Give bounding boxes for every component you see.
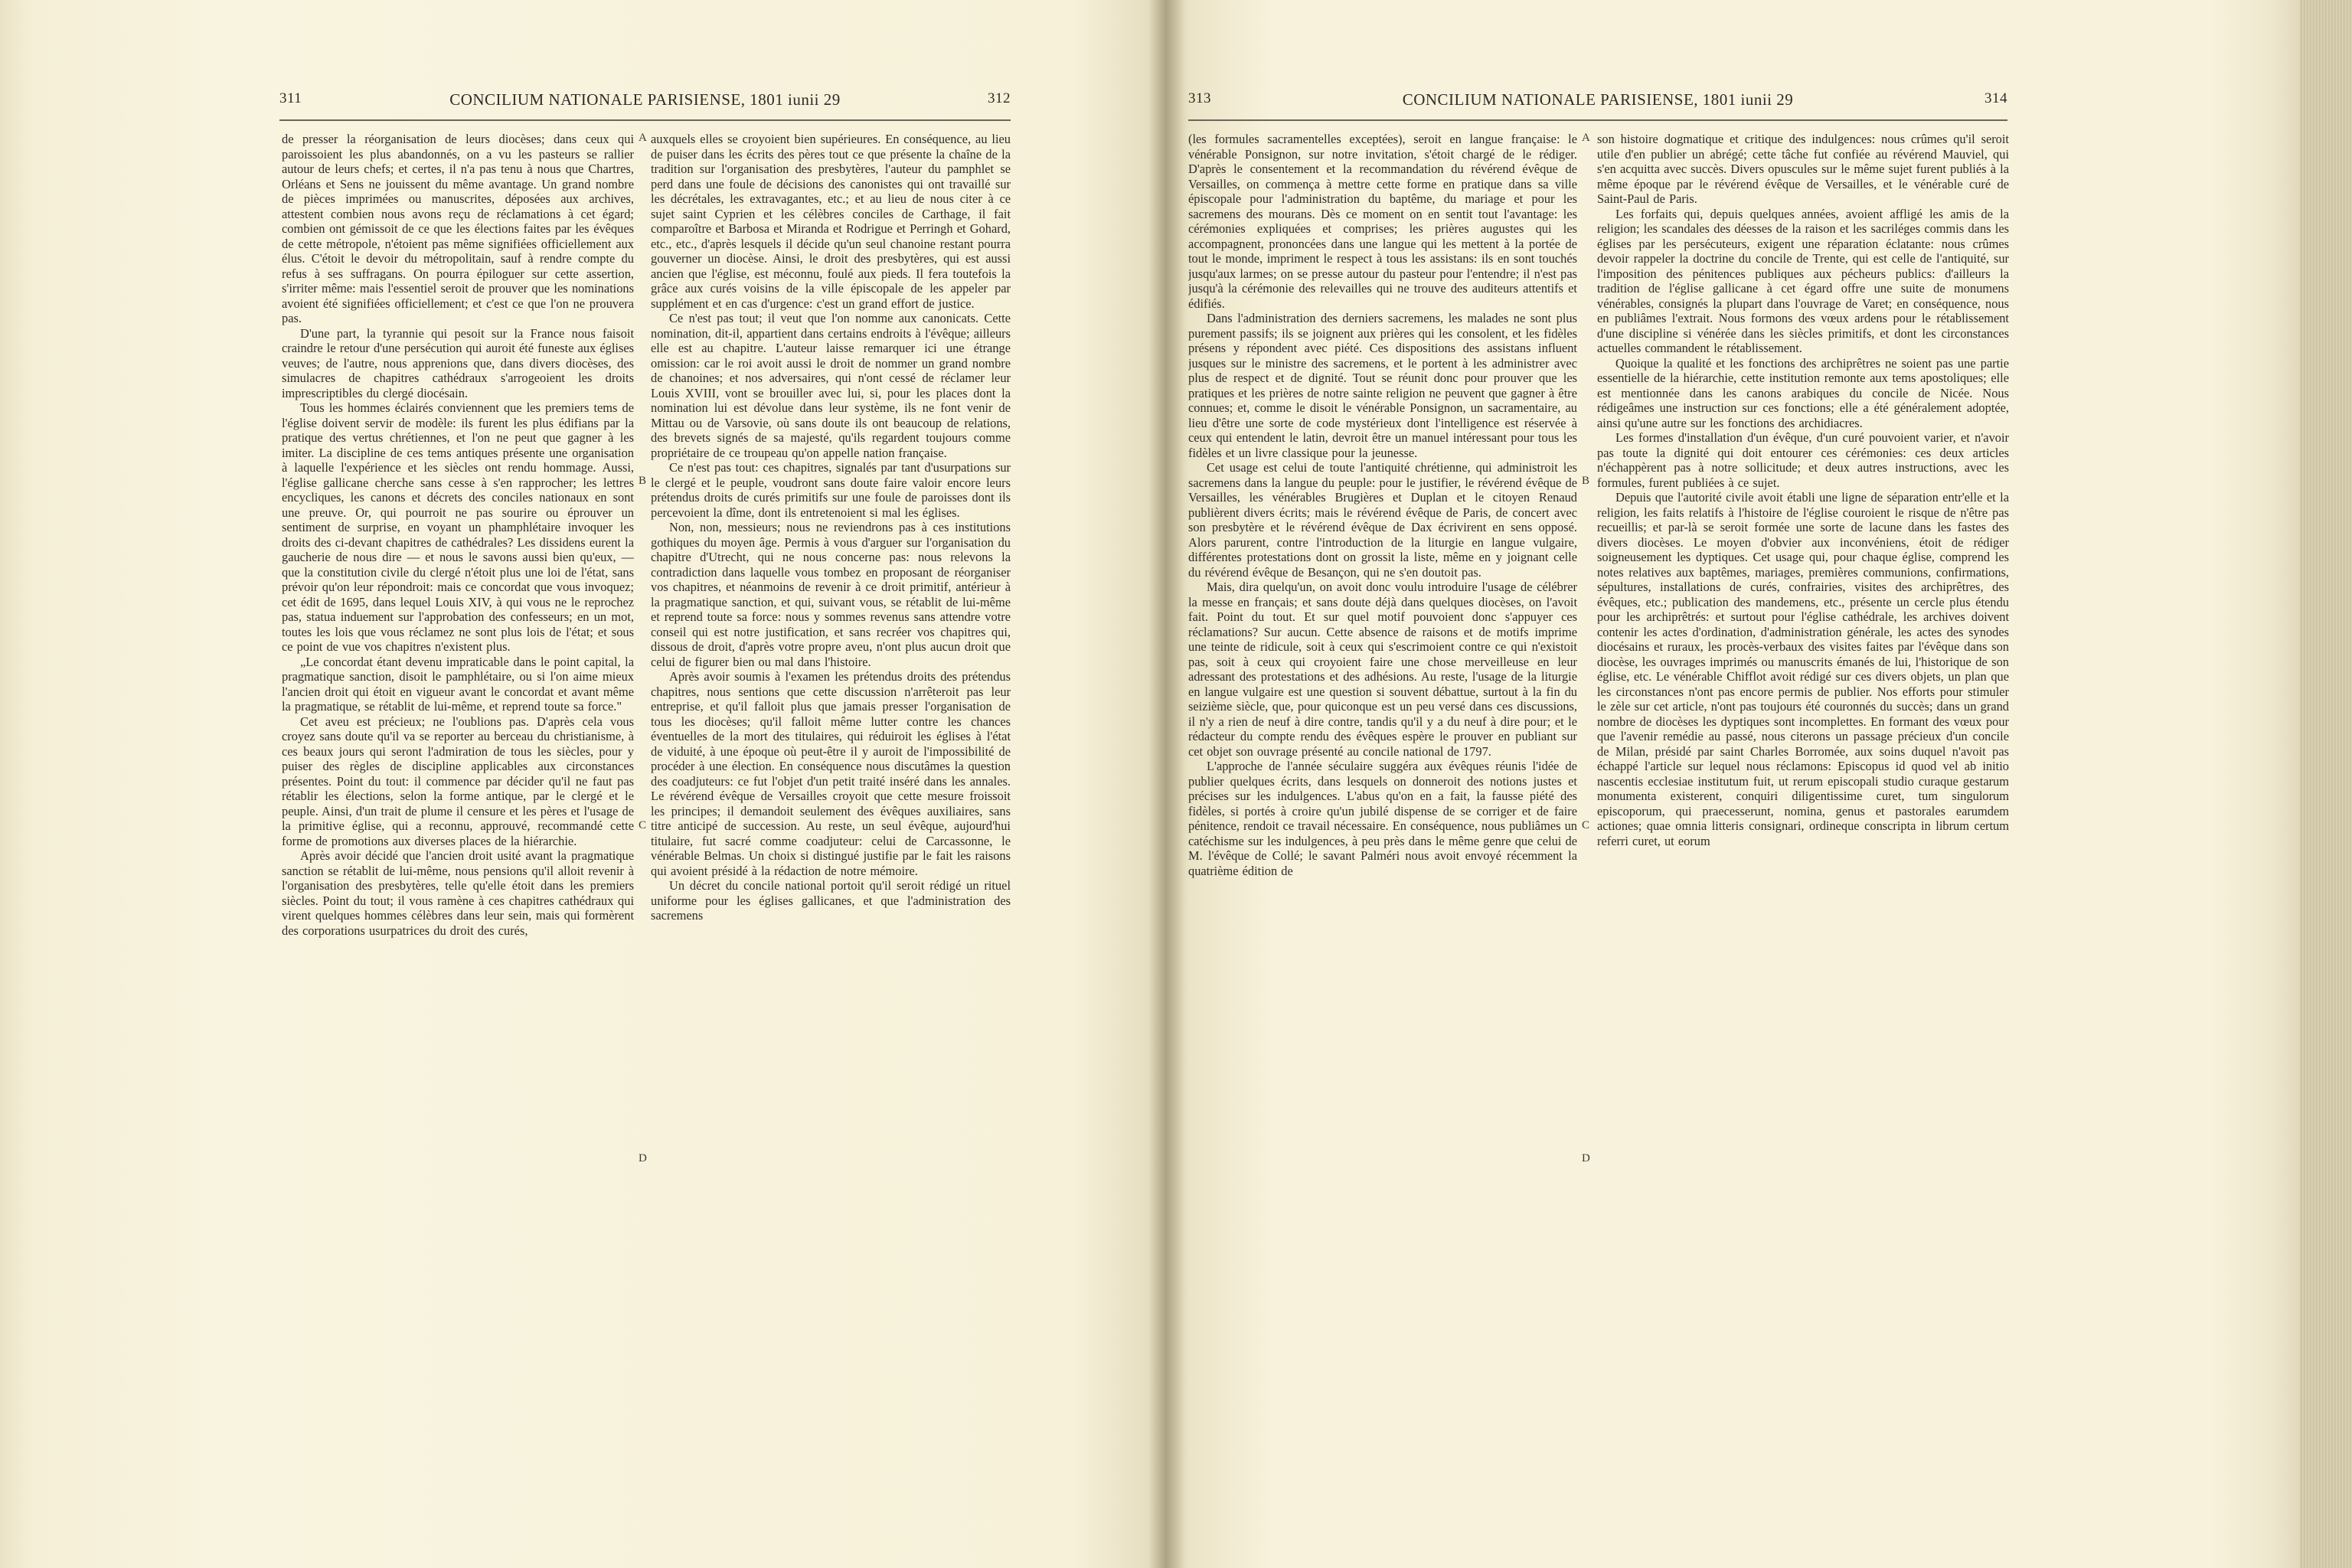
left-page-column-1 [282, 132, 634, 1510]
left-page-column-2 [651, 132, 1011, 1510]
book-gutter [1148, 0, 1185, 1568]
margin-letter-a: A [1582, 132, 1590, 144]
page-number-311: 311 [279, 90, 302, 106]
margin-letter-d: D [1582, 1152, 1590, 1165]
margin-letter-d: D [639, 1152, 647, 1165]
paragraph: „Le concordat étant devenu impraticable dans le point capital, la pragmatique sanction, disoit le pamphlétaire, ou si l'on aime mieux l'ancien droit qui étoit en vigueur avant le concordat et avant même la pragmatique, se rétablit de lui-même, et reprend toute sa force." [282, 654, 634, 714]
running-title: CONCILIUM NATIONALE PARISIENSE, 1801 iunii 29 [449, 90, 841, 109]
margin-letter-a: A [639, 132, 647, 144]
paragraph: Non, non, messieurs; nous ne reviendrons pas à ces institutions gothiques du moyen âge. Permis à vous d'arguer sur l'organisation du chapitre d'Utrecht, qui ne nous concerne pas: nous relevons la contradiction dans laquelle vous tombez en proposant de réorganiser vos chapitres, et néanmoins de revenir à ce droit primitif, antérieur à la pragmatique sanction, et qui, suivant vous, se rétablit de lui-même et reprend toute sa force: nous y sommes revenus sans attendre votre conseil qui est notre justification, et sans recréer vos chapitres qui, dissous de droit, d'après votre propre aveu, n'ont plus aucun droit que celui de figurer bien ou mal dans l'histoire. [651, 520, 1011, 669]
paragraph: Dans l'administration des derniers sacremens, les malades ne sont plus purement passifs; ils se joignent aux prières qui les consolent, et les fidèles présens y répondent avec piété. Ces dispositions des assistans influent jusques sur le ministre des sacremens, et le portent à les administrer avec plus de respect et de dignité. Tout se réunit donc pour prouver que les pratiques et les prières de notre sainte religion ne peuvent que gagner à être connues; et, comme le disoit le vénérable Ponsignon, un sacramentaire, au lieu d'être une sorte de code mystérieux dont l'intelligence est réservée à ceux qui entendent le latin, devroit être un manuel intéressant pour tous les fidèles et un livre classique pour la jeunesse. [1188, 311, 1577, 460]
paragraph: D'une part, la tyrannie qui pesoit sur la France nous faisoit craindre le retour d'une persécution qui auroit été funeste aux églises veuves; de l'autre, nous apprenions que, dans divers diocèses, des simulacres de chapitres cathédraux s'arrogeoient les droits imprescriptibles du clergé diocésain. [282, 325, 634, 400]
header-rule [279, 119, 1011, 121]
page-number-313: 313 [1188, 90, 1211, 106]
paragraph: Ce n'est pas tout; il veut que l'on nomme aux canonicats. Cette nomination, dit-il, appartient dans certains endroits à l'évêque; ailleurs elle est au chapitre. L'auteur laisse remarquer ici une étrange omission: car le roi avoit aussi le droit de nommer un grand nombre de chanoines; et nos adversaires, qui n'ont cessé de réclamer leur Louis XVIII, vont se brouiller avec lui, si, pour les places dont la nomination lui est dévolue dans leur système, ils ne font venir de Mittau ou de Varsovie, où sans doute ils ont beaucoup de relations, des brevets signés de sa majesté, qu'ils regardent toujours comme propriétaire de ce troupeau qu'on appelle nation française. [651, 311, 1011, 460]
margin-letter-b: B [639, 475, 647, 487]
header-rule [1188, 119, 2007, 121]
paragraph: L'approche de l'année séculaire suggéra aux évêques réunis l'idée de publier quelques écrits, dans lesquels on donneroit des notions justes et précises sur les indulgences. L'abus qu'on en a fait, la fausse piété des fidèles, si portés à croire qu'un jubilé dispense de se corriger et de faire pénitence, rendoit ce travail nécessaire. En conséquence, nous publiâmes un catéchisme sur les indulgences, à peu près dans le même genre que celui de M. l'évêque de Collé; le savant Palméri nous avoit envoyé récemment la quatrième édition de [1188, 759, 1577, 878]
paragraph: Depuis que l'autorité civile avoit établi une ligne de séparation entr'elle et la religion, les faits relatifs à l'histoire de l'église couroient le risque de n'être pas recueillis; et par-là se seroit formée une sorte de lacune dans les fastes des divers diocèses. Le moyen d'obvier aux inconvéniens, étoit de rédiger soigneusement les dyptiques. Cet usage qui, pour chaque église, comprend les notes relatives aux baptêmes, mariages, premières communions, confirmations, sépultures, installations de curés, confrairies, visites des archiprêtres, des évêques, etc.; publication des mandemens, etc., présente un cercle plus étendu pour les archiprêtrés: et surtout pour l'église cathédrale, les archives doivent contenir les actes d'ordination, d'administration générale, les actes des synodes diocésains et ruraux, les procès-verbaux des visites faites par l'évêque dans son diocèse, les ouvrages imprimés ou manuscrits émanés de lui, l'historique de son église, etc. Le vénérable Chifflot avoit rédigé sur ces divers objets, un plan que les circonstances n'ont pas encore permis de publier. Nos efforts pour stimuler le zèle sur cet article, n'ont pas toujours été couronnés du succès; dans un grand nombre de diocèses les dyptiques sont incomplettes. En formant des vœux pour que l'avenir remédie au passé, nous citerons un passage précieux d'un concile de Milan, présidé par saint Charles Borromée, aux soins duquel n'avoit pas échappé l'article sur lequel nous réclamons: Episcopus id quod vel ab initio nascentis ecclesiae institutum fuit, ut rerum episcopali studio curaque gestarum monumenta existerent, conquiri diligentissime curet, tum singulorum episcoporum, qui praecesserunt, nomina, genus et pastorales earumdem actiones; quae omnia litteris consignari, ordineque conscripta in librum certum referri curet, ut eorum [1597, 490, 2009, 848]
paragraph: Après avoir décidé que l'ancien droit usité avant la pragmatique sanction se rétablit de lui-même, nous pensions qu'il alloit revenir à l'organisation des presbytères, telle qu'elle étoit dans les premiers siècles. Point du tout; il vous ramène à ces chapitres cathédraux qui virent quelques hommes célèbres dans leur sein, mais qui formèrent des corporations usurpatrices du droit des curés, [282, 848, 634, 938]
margin-letter-c: C [1582, 819, 1590, 831]
paragraph: Mais, dira quelqu'un, on avoit donc voulu introduire l'usage de célébrer la messe en français; et sans doute déjà dans quelques diocèses, on l'avoit fait. Point du tout. Et sur quel motif pouvoient donc s'appuyer ces réclamations? Sur aucun. Cette absence de raisons et de motifs imprime une teinte de ridicule, soit à ceux qui s'escrimoient contre ce qui n'existoit pas, soit à ceux qui croyoient faire une chose merveilleuse en leur adressant des protestations et des adhésions. Au reste, l'usage de la liturgie en langue vulgaire est une question si souvent débattue, surtout à la fin du seizième siècle, que, pour quiconque est un peu versé dans ces discussions, il n'y a rien de neuf à dire contre, tandis qu'il y a du neuf à dire pour; et le rédacteur du compte rendu des évêques espère le prouver en publiant sur cet objet son ouvrage présenté au concile national de 1797. [1188, 580, 1577, 759]
left-page-header [279, 90, 1011, 113]
paragraph: son histoire dogmatique et critique des indulgences: nous crûmes qu'il seroit utile d'en publier un abrégé; cette tâche fut confiée au révérend Mauviel, qui s'en acquitta avec succès. Divers opuscules sur le même sujet furent publiés à la même époque par le révérend évêque de Versailles, et le vénérable curé de Saint-Paul de Paris. [1597, 132, 2009, 206]
paragraph: Les forfaits qui, depuis quelques années, avoient affligé les amis de la religion; les scandales des déesses de la raison et les sacriléges commis dans les églises par les persécuteurs, exigent une réparation éclatante: nous crûmes devoir rappeler la doctrine du concile de Trente, qui est celle de l'antiquité, sur l'imposition des pénitences publiques aux pécheurs publics: d'ailleurs la tradition de l'église gallicane à cet égard offre une suite de monumens vénérables, consignés la plupart dans l'ouvrage de Varet; en conséquence, nous en publiâmes l'extrait. Nous formons des vœux ardens pour le rétablissement d'une discipline si vénérée dans les siècles primitifs, et dont les circonstances actuelles commandent le rétablissement. [1597, 206, 2009, 355]
right-page-header [1188, 90, 2007, 113]
paragraph: Cet usage est celui de toute l'antiquité chrétienne, qui administroit les sacremens dans la langue du peuple: pour le justifier, le révérend évêque de Versailles, les vénérables Brugières et Duplan et le citoyen Renaud publièrent divers écrits; mais le révérend évêque de Paris, de concert avec son presbytère et le révérend évêque de Dax écrivirent en sens opposé. Alors parurent, contre l'introduction de la liturgie en langue vulgaire, différentes protestations dont on grossit la liste, même en y joignant celle du révérend évêque de Besançon, qui ne s'en doutoit pas. [1188, 460, 1577, 580]
page-number-314: 314 [1984, 90, 2007, 106]
paragraph: Tous les hommes éclairés conviennent que les premiers tems de l'église doivent servir de modèle: ils furent les plus édifians par la pratique des vertus chrétiennes, et l'on ne peut que gagner à les imiter. La discipline de ces tems antiques présente une organisation à laquelle l'expérience et les siècles ont rendu hommage. Aussi, l'église gallicane cherche sans cesse à s'en rapprocher; les lettres encycliques, les canons et décrets des conciles nationaux en sont une preuve. Or, qui pourroit ne pas sourire ou éprouver un sentiment de surprise, en voyant un phamphlétaire invoquer les droits des ci-devant chapitres de cathédrales? Les dissidens eurent la gaucherie de nous dire — et nous le savons aussi bien qu'eux, — que la constitution civile du clergé n'étoit plus une loi de l'état, sans prévoir qu'on leur répondroit: mais ce concordat que vous invoquez; cet édit de 1695, dans lequel Louis XIV, à qui vous ne le reprochez pas, statua induement sur l'approbation des confesseurs; en un mot, toutes les lois que vous réclamez ne sont plus lois de l'état; et sous ce point de vue vos chapitres n'existent plus. [282, 400, 634, 654]
running-title: CONCILIUM NATIONALE PARISIENSE, 1801 iunii 29 [1402, 90, 1794, 109]
paragraph: (les formules sacramentelles exceptées), seroit en langue française: le vénérable Ponsignon, sur notre invitation, s'étoit chargé de le rédiger. D'après le consentement et la recommandation du révérend évêque de Versailles, on commença à mettre cette forme en pratique dans sa ville épiscopale pour l'administration du baptême, du mariage et pour les sacremens des mourans. Dès ce moment on en sentit tout l'avantage: les cérémonies expliquées et comprises; les prières augustes qui les accompagnent, prononcées dans une langue qui les mettent à la portée de tout le monde, impriment le respect à tous les assistans: ils en sont touchés jusqu'aux larmes; on se presse autour du pasteur pour l'entendre; il n'est pas jusqu'à la cérémonie des relevailles qui ne trouve des auditeurs attentifs et édifiés. [1188, 132, 1577, 311]
paragraph: Les formes d'installation d'un évêque, d'un curé pouvoient varier, et n'avoir pas toute la dignité qui doit entourer ces cérémonies: ces deux articles n'échappèrent pas à notre sollicitude; et deux autres instructions, avec les formules, furent publiées à ce sujet. [1597, 430, 2009, 490]
margin-letter-c: C [639, 819, 647, 831]
page-number-312: 312 [988, 90, 1011, 106]
paragraph: auxquels elles se croyoient bien supérieures. En conséquence, au lieu de puiser dans les écrits des pères tout ce que présente la chaîne de la tradition sur l'organisation des presbytères, l'auteur du pamphlet se perd dans une foule de décisions des canonistes qui ont travaillé sur les décrétales, les extravagantes, etc.; et au lieu de nous citer à ce sujet saint Cyprien et les célèbres conciles de Carthage, il fait comparoître et Barbosa et Miranda et Rodrigue et Perringh et Gohard, etc., etc., d'après lesquels il décide qu'un seul chanoine restant pourra gouverner un diocèse. Ainsi, le droit des presbytères, qui est aussi ancien que l'église, est méconnu, foulé aux pieds. Il fera toutefois la grâce aux curés voisins de la ville épiscopale de les appeler par supplément et en cas d'urgence: c'est un grand effort de justice. [651, 132, 1011, 311]
right-page-column-1 [1188, 132, 1577, 1510]
page-edges [2300, 0, 2352, 1568]
right-page-column-2 [1597, 132, 2009, 1510]
right-page [1167, 0, 2300, 1568]
paragraph: Un décret du concile national portoit qu'il seroit rédigé un rituel uniforme pour les églises gallicanes, et que l'administration des sacremens [651, 878, 1011, 923]
margin-letter-b: B [1582, 475, 1590, 487]
paragraph: Cet aveu est précieux; ne l'oublions pas. D'après cela vous croyez sans doute qu'il va se reporter au berceau du christianisme, à ces beaux jours qui seront l'admiration de tous les siècles, pour y puiser des règles de discipline applicables aux circonstances présentes. Point du tout: il commence par décider qu'il ne faut pas rétablir les élections, selon la forme antique, par le clergé et le peuple. Ainsi, d'un trait de plume il censure et les pères et l'usage de la primitive église, qui a reconnu, approuvé, recommandé cette forme de promotions aux diverses places de la hiérarchie. [282, 714, 634, 848]
paragraph: Après avoir soumis à l'examen les prétendus droits des prétendus chapitres, nous sentions que cette discussion n'arrêteroit pas leur entreprise, et qu'il falloit plus que jamais presser l'organisation de tous les diocèses; qu'il falloit même lutter contre les chances éventuelles de la mort des titulaires, qui réduiroit les églises à l'état de viduité, à une époque où peut-être il y auroit de l'impossibilité de procéder à une élection. En conséquence nous discutâmes la question des coadjuteurs: ce fut l'objet d'un petit traité inséré dans les annales. Le révérend évêque de Versailles croyoit que cette mesure froissoit les principes; il demandoit seulement des évêques auxiliaires, sans titre anticipé de succession. Au reste, un seul évêque, aujourd'hui titulaire, fut sacré comme coadjuteur: celui de Carcassonne, le vénérable Belmas. Un choix si distingué justifie par le fait les raisons qui avoient présidé à la rédaction de notre mémoire. [651, 669, 1011, 878]
paragraph: Ce n'est pas tout: ces chapitres, signalés par tant d'usurpations sur le clergé et le peuple, voudront sans doute faire valoir encore leurs prétendus droits de curés primitifs sur une foule de paroisses dont ils percevoient la dîme, dont ils entretenoient si mal les églises. [651, 460, 1011, 520]
paragraph: de presser la réorganisation de leurs diocèses; dans ceux qui paroissoient les plus abandonnés, on a vu les pasteurs se rallier autour de leurs chefs; et certes, il n'a pas tenu à nous que Chartres, Orléans et Sens ne jouissent du même avantage. Un grand nombre de pièces imprimées ou manuscrites, déposées aux archives, attestent combien nous avons reçu de réclamations à cet égard; combien ont gémissoit de ce que les élections faites par les évêques de cette métropole, n'étoient pas même signifiées officiellement aux élus. C'étoit le devoir du métropolitain, sauf à rendre compte du refus à ses suffragans. On pourra épiloguer sur cette assertion, s'irriter même: mais l'essentiel seroit de prouver que les nominations avoient été signifiées officiellement; et c'est ce que l'on ne prouvera pas. [282, 132, 634, 325]
paragraph: Quoique la qualité et les fonctions des archiprêtres ne soient pas une partie essentielle de la hiérarchie, cette institution remonte aux tems apostoliques; elle est mentionnée dans les canons arabiques du concile de Nicée. Nous rédigeâmes une instruction sur ces fonctions; elle a été généralement adoptée, ainsi qu'une autre sur les fonctions des archidiacres. [1597, 355, 2009, 430]
left-page [0, 0, 1167, 1568]
